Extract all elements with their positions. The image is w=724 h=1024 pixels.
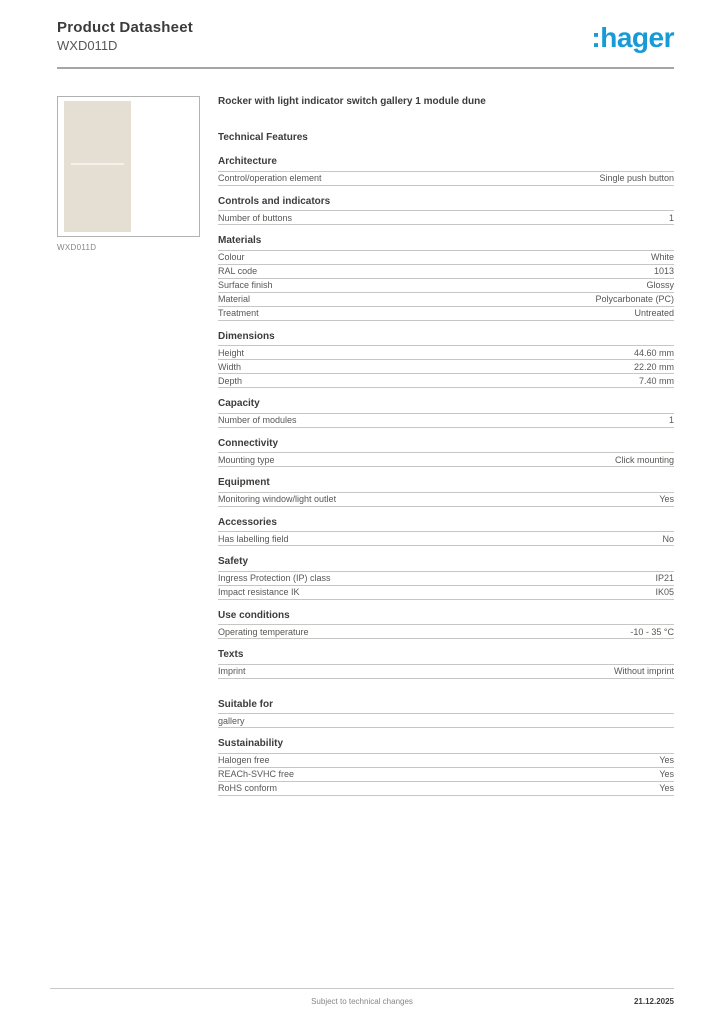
- spec-label: RoHS conform: [218, 783, 278, 793]
- section-accessories: [218, 517, 674, 547]
- light-indicator-window: [71, 163, 124, 165]
- technical-features-heading: Technical Features: [218, 132, 308, 143]
- spec-label: Mounting type: [218, 454, 275, 465]
- spec-label: Material: [218, 294, 251, 304]
- section-sustainability: [218, 738, 674, 796]
- spec-label: gallery: [218, 715, 245, 726]
- spec-row: [218, 768, 674, 782]
- spec-value: 22.20 mm: [633, 361, 674, 372]
- section-heading: Use conditions: [218, 610, 674, 626]
- section-materials: [218, 235, 674, 321]
- section-heading: Equipment: [218, 477, 674, 493]
- spec-row: [218, 493, 674, 507]
- spec-label: REACh-SVHC free: [218, 769, 295, 779]
- product-image-column: [57, 96, 202, 806]
- spec-row: [218, 625, 674, 639]
- spec-row: [218, 532, 674, 546]
- spec-row: [218, 714, 674, 728]
- footer-note: Subject to technical changes: [311, 997, 413, 1006]
- spec-value: 7.40 mm: [638, 375, 674, 386]
- spec-label: Ingress Protection (IP) class: [218, 573, 331, 583]
- spec-label: Depth: [218, 375, 243, 386]
- section-heading: Dimensions: [218, 331, 674, 347]
- spec-row: [218, 572, 674, 586]
- spec-column: [218, 96, 674, 806]
- spec-label: Has labelling field: [218, 533, 289, 544]
- section-safety: [218, 556, 674, 600]
- section-dimensions: [218, 331, 674, 389]
- spec-label: Colour: [218, 252, 245, 262]
- spec-value: 44.60 mm: [633, 347, 674, 358]
- spec-row: [218, 293, 674, 307]
- spec-value: Glossy: [646, 280, 674, 290]
- spec-value: 1: [668, 415, 674, 425]
- spec-row: [218, 782, 674, 796]
- spec-value: 1: [668, 212, 674, 223]
- section-suitable-for: [218, 699, 674, 729]
- spec-value: Yes: [659, 783, 674, 793]
- section-heading: Materials: [218, 235, 674, 251]
- section-capacity: [218, 398, 674, 428]
- header-divider: [57, 67, 674, 69]
- spec-value: -10 - 35 °C: [630, 626, 674, 637]
- spec-label: Number of buttons: [218, 212, 293, 223]
- section-heading: Texts: [218, 649, 674, 665]
- footer-divider: [50, 988, 674, 989]
- spec-row: [218, 586, 674, 600]
- spec-label: Treatment: [218, 308, 259, 318]
- spec-label: Height: [218, 347, 245, 358]
- spec-row: [218, 665, 674, 679]
- spec-label: Control/operation element: [218, 173, 322, 183]
- spec-value: 1013: [653, 266, 674, 276]
- spec-value: IP21: [655, 573, 674, 583]
- spec-row: [218, 265, 674, 279]
- spec-row: [218, 754, 674, 768]
- product-title: Rocker with light indicator switch gallery 1 module dune: [218, 96, 486, 107]
- rocker-switch-graphic: [64, 101, 131, 232]
- spec-value: Yes: [659, 769, 674, 779]
- section-heading: Sustainability: [218, 738, 674, 754]
- spec-value: White: [650, 252, 674, 262]
- spec-label: Number of modules: [218, 415, 297, 425]
- header-titles: [57, 18, 193, 54]
- spec-label: Halogen free: [218, 755, 270, 765]
- hager-logo: :hager: [591, 22, 674, 53]
- spec-row: [218, 346, 674, 360]
- spec-row: [218, 211, 674, 225]
- spec-value: Single push button: [599, 173, 674, 183]
- spec-value: Yes: [659, 494, 674, 504]
- spec-value: Without imprint: [613, 666, 674, 676]
- page-footer: [0, 988, 724, 1024]
- spec-row: [218, 360, 674, 374]
- spec-value: Polycarbonate (PC): [595, 294, 674, 304]
- spec-value: Click mounting: [614, 454, 674, 465]
- section-heading: Capacity: [218, 398, 674, 414]
- spec-label: Operating temperature: [218, 626, 309, 637]
- section-controls-and-indicators: [218, 196, 674, 226]
- section-heading: Safety: [218, 556, 674, 572]
- section-connectivity: [218, 438, 674, 468]
- page-title: Product Datasheet: [57, 19, 193, 36]
- spec-label: Surface finish: [218, 280, 273, 290]
- product-code: WXD011D: [57, 38, 118, 53]
- section-heading: Connectivity: [218, 438, 674, 454]
- spec-label: Impact resistance IK: [218, 587, 300, 597]
- section-architecture: [218, 156, 674, 186]
- spec-value: Untreated: [634, 308, 674, 318]
- section-heading: Suitable for: [218, 699, 674, 715]
- section-equipment: [218, 477, 674, 507]
- spec-label: Monitoring window/light outlet: [218, 494, 337, 504]
- spec-value: Yes: [659, 755, 674, 765]
- spec-row: [218, 251, 674, 265]
- spec-value: No: [662, 533, 674, 544]
- spec-label: RAL code: [218, 266, 258, 276]
- section-heading: Controls and indicators: [218, 196, 674, 212]
- product-image-caption: WXD011D: [57, 243, 97, 252]
- section-use-conditions: [218, 610, 674, 640]
- spec-row: [218, 172, 674, 186]
- page-header: [0, 0, 724, 54]
- content-area: [0, 96, 724, 806]
- spec-label: Imprint: [218, 666, 246, 676]
- footer-date: 21.12.2025: [633, 997, 674, 1006]
- section-heading: Architecture: [218, 156, 674, 172]
- spec-row: [218, 374, 674, 388]
- spec-sections: [218, 156, 674, 796]
- spec-row: [218, 279, 674, 293]
- spec-row: [218, 414, 674, 428]
- section-texts: [218, 649, 674, 679]
- spec-label: Width: [218, 361, 242, 372]
- product-image: [57, 96, 200, 237]
- section-heading: Accessories: [218, 517, 674, 533]
- spec-row: [218, 453, 674, 467]
- spec-value: IK05: [655, 587, 674, 597]
- spec-row: [218, 307, 674, 321]
